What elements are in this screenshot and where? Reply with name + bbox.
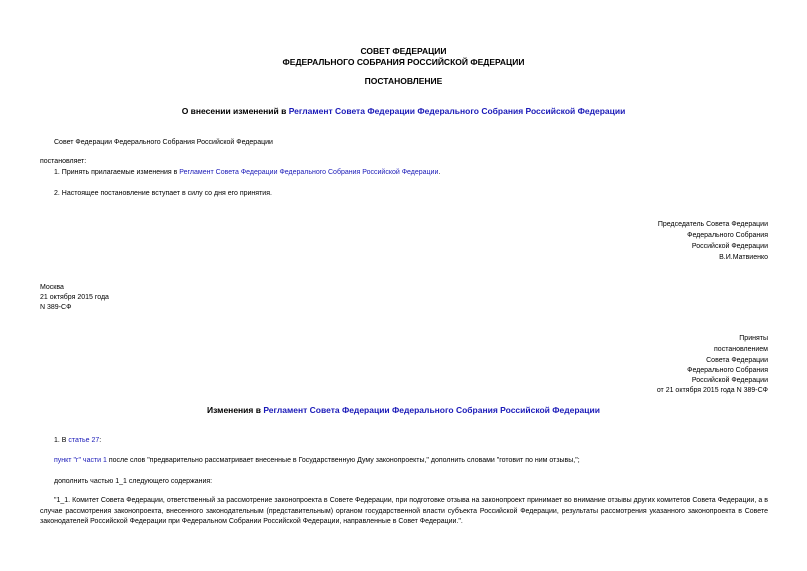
change-4-paragraph: "1_1. Комитет Совета Федерации, ответственный за рассмотрение законопроекта в Совете Федерации, при подготовке отзыва на законопроект принимает во внимание отзывы других комитетов Совета Федерации, а в случае рассмотрения законопроекта, внесенного законодательным (представительным) органом государственной власти субъекта Российской Федерации, результаты рассмотрения указанного законопроекта в Совете законодателей Российской Федерации при Федеральном Собрании Российской Федерации, направленные в Совет Федерации.". <box>40 497 768 525</box>
title-prefix: О внесении изменений в <box>181 106 289 116</box>
item-1 <box>54 168 440 178</box>
place-city: Москва <box>40 284 64 291</box>
item-1-suffix: . <box>438 169 441 176</box>
change-1-prefix: 1. В <box>54 437 69 444</box>
issuer-text: Совет Федерации Федерального Собрания Российской Федерации <box>54 139 273 146</box>
document-number: N 389-СФ <box>40 304 72 311</box>
adopted-line-6: от 21 октября 2015 года N 389-СФ <box>656 387 768 394</box>
adopted-line-4: Федерального Собрания <box>687 367 768 374</box>
resolves-text: постановляет: <box>40 158 87 165</box>
adopted-line-5: Российской Федерации <box>691 377 768 384</box>
document-title <box>0 106 807 116</box>
change-2-text: после слов "предварительно рассматривает внесенные в Государственную Думу законопроекты," дополнить словами "готовит по ним отзывы,"; <box>106 457 580 464</box>
change-2 <box>54 456 580 466</box>
change-1 <box>54 436 101 446</box>
adopted-line-1: Приняты <box>739 335 768 342</box>
adopted-line-3: Совета Федерации <box>706 357 768 364</box>
header-line-2: ФЕДЕРАЛЬНОГО СОБРАНИЯ РОССИЙСКОЙ ФЕДЕРАЦИИ <box>282 57 525 67</box>
item-2: 2. Настоящее постановление вступает в силу со дня его принятия. <box>54 190 272 197</box>
signature-name: В.И.Матвиенко <box>719 254 768 261</box>
signature-line-2: Федерального Собрания <box>687 232 768 239</box>
signature-line-1: Председатель Совета Федерации <box>657 221 768 228</box>
clause-g-part-1-link[interactable]: пункт "г" части 1 <box>54 457 107 464</box>
adopted-line-2: постановлением <box>714 346 768 353</box>
change-1-suffix: : <box>99 437 102 444</box>
title-link[interactable]: Регламент Совета Федерации Федерального Собрания Российской Федерации <box>288 106 626 116</box>
header-line-1: СОВЕТ ФЕДЕРАЦИИ <box>360 46 447 56</box>
signature-line-3: Российской Федерации <box>691 243 768 250</box>
document-type: ПОСТАНОВЛЕНИЕ <box>364 76 443 86</box>
place-date: 21 октября 2015 года <box>40 294 109 301</box>
change-3: дополнить частью 1_1 следующего содержания: <box>54 478 213 485</box>
item-1-prefix: 1. Принять прилагаемые изменения в <box>54 169 180 176</box>
item-1-link[interactable]: Регламент Совета Федерации Федерального Собрания Российской Федерации <box>179 169 439 176</box>
changes-title-prefix: Изменения в <box>207 405 264 415</box>
changes-title-link[interactable]: Регламент Совета Федерации Федерального Собрания Российской Федерации <box>263 405 600 415</box>
changes-title <box>0 405 807 415</box>
article-27-link[interactable]: статье 27 <box>68 437 100 444</box>
